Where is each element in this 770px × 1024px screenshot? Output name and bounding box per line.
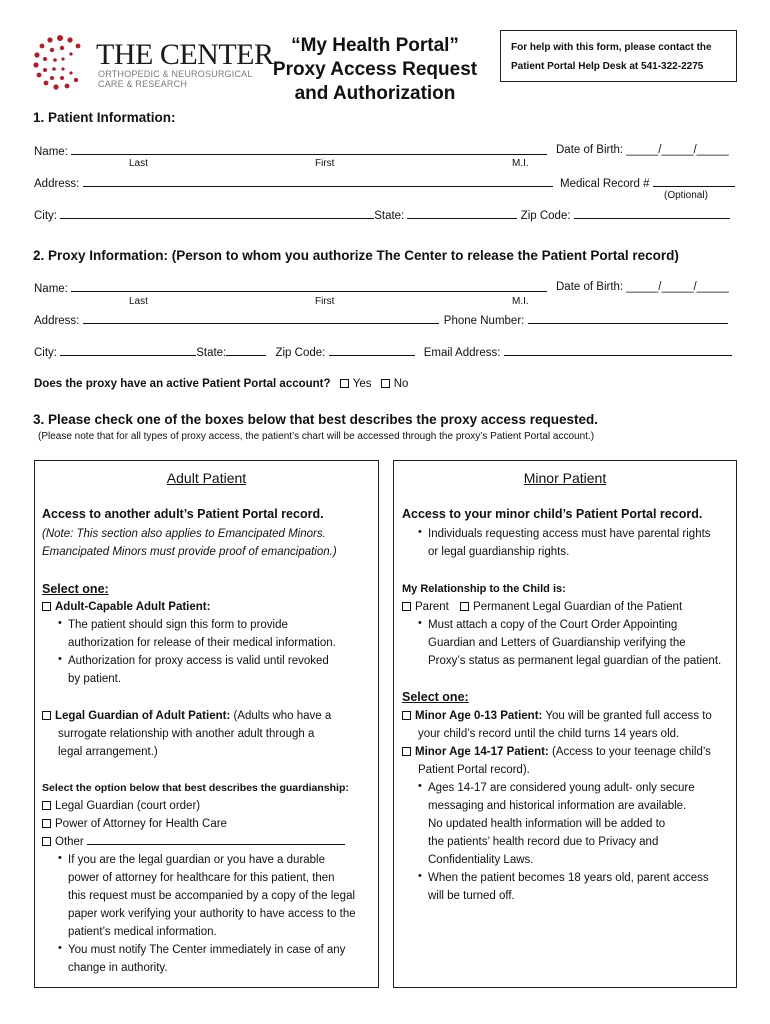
form-title — [270, 34, 480, 106]
adult-capable-bullet-2: Authorization for proxy access is valid until revoked — [68, 655, 329, 667]
bullet: • — [418, 870, 422, 882]
guardian-bullet-2: You must notify The Center immediately in case of any — [68, 944, 346, 956]
no-label: No — [393, 378, 409, 390]
adult-subhead: Access to another adult’s Patient Portal record. — [42, 507, 324, 521]
guardian-req-1: Must attach a copy of the Court Order Appointing — [428, 619, 678, 631]
patient-address-label: Address: — [34, 178, 80, 190]
bullet: • — [418, 526, 422, 538]
legal-guardian-checkbox[interactable] — [42, 801, 51, 810]
proxy-address-field[interactable] — [83, 313, 439, 324]
medical-record-label: Medical Record # — [560, 178, 650, 190]
proxy-city-label: City: — [34, 347, 57, 359]
patient-city-label: City: — [34, 210, 57, 222]
yes-label: Yes — [352, 378, 372, 390]
patient-zip-field[interactable] — [574, 208, 730, 219]
permanent-guardian-checkbox[interactable] — [460, 602, 469, 611]
adult-capable-bullet-1: The patient should sign this form to provide — [68, 619, 288, 631]
age-bullet-1b: messaging and historical information are available. — [428, 800, 687, 812]
guardianship-heading: Select the option below that best describes the guardianship: — [42, 782, 349, 794]
logo-subtitle: ORTHOPEDIC & NEUROSURGICAL — [98, 69, 253, 79]
proxy-state-label: State: — [196, 347, 227, 359]
proxy-phone-field[interactable] — [528, 313, 728, 324]
active-account-question: Does the proxy have an active Patient Portal account? — [34, 378, 331, 390]
minor-title: Minor Patient — [523, 470, 607, 486]
proxy-first-label: First — [315, 296, 335, 307]
legal-guardian-adult-desc-3: legal arrangement.) — [58, 746, 158, 758]
minor-0-13-desc: You will be granted full access to — [542, 710, 712, 722]
proxy-email-field[interactable] — [504, 345, 732, 356]
minor-subhead: Access to your minor child’s Patient Portal record. — [402, 507, 703, 521]
patient-dob-field[interactable]: Date of Birth: _____/_____/_____ — [556, 144, 729, 156]
section-3-note: (Please note that for all types of proxy access, the patient’s chart will be accessed through the proxy’s Patient Portal account.) — [38, 431, 595, 442]
adult-capable-bullet-1b: authorization for release of their medical information. — [68, 637, 336, 649]
logo-subtitle-2: CARE & RESEARCH — [98, 79, 188, 89]
adult-capable-checkbox[interactable] — [42, 602, 51, 611]
help-line-1: For help with this form, please contact the — [511, 42, 712, 53]
optional-label: (Optional) — [664, 190, 708, 201]
proxy-city-field[interactable] — [60, 345, 196, 356]
legal-guardian-adult-label: Legal Guardian of Adult Patient: — [55, 710, 231, 722]
proxy-state-field[interactable] — [226, 345, 266, 356]
mi-label: M.I. — [512, 158, 529, 169]
age-bullet-1e: Confidentiality Laws. — [428, 854, 534, 866]
age-bullet-1d: the patients’ health record due to Privacy and — [428, 836, 659, 848]
patient-state-field[interactable] — [407, 208, 517, 219]
adult-title: Adult Patient — [166, 470, 247, 486]
yes-checkbox[interactable] — [340, 379, 349, 388]
minor-bullet-1: Individuals requesting access must have parental rights — [428, 528, 711, 540]
age-bullet-2: When the patient becomes 18 years old, parent access — [428, 872, 709, 884]
legal-guardian-adult-desc: (Adults who have a — [230, 710, 332, 722]
proxy-dob-field[interactable]: Date of Birth: _____/_____/_____ — [556, 281, 729, 293]
logo-title: THE CENTER — [96, 38, 274, 71]
logo-dots-icon — [30, 32, 90, 92]
proxy-phone-label: Phone Number: — [443, 315, 525, 327]
patient-city-field[interactable] — [60, 208, 374, 219]
guardian-bullet-1e: patient’s medical information. — [68, 926, 217, 938]
no-checkbox[interactable] — [381, 379, 390, 388]
guardian-bullet-1b: power of attorney for healthcare for this patient, then — [68, 872, 335, 884]
adult-note-2: Emancipated Minors must provide proof of emancipation.) — [42, 546, 337, 558]
proxy-mi-label: M.I. — [512, 296, 529, 307]
patient-address-field[interactable] — [83, 176, 553, 187]
first-label: First — [315, 158, 335, 169]
guardian-req-2: Guardian and Letters of Guardianship verifying the — [428, 637, 686, 649]
proxy-name-label: Name: — [34, 283, 68, 295]
parent-label: Parent — [415, 601, 449, 613]
bullet: • — [58, 617, 62, 629]
guardian-req-3: Proxy’s status as permanent legal guardian of the patient. — [428, 655, 722, 667]
patient-state-label: State: — [374, 210, 405, 222]
bullet: • — [58, 653, 62, 665]
legal-guardian-label: Legal Guardian (court order) — [55, 800, 201, 812]
bullet: • — [58, 942, 62, 954]
proxy-zip-field[interactable] — [329, 345, 415, 356]
minor-14-17-desc-2: Patient Portal record). — [418, 764, 530, 776]
title-line-1: “My Health Portal” — [291, 35, 459, 56]
legal-guardian-adult-checkbox[interactable] — [42, 711, 51, 720]
guardian-bullet-1c: this request must be accompanied by a copy of the legal — [68, 890, 356, 902]
other-label: Other — [55, 836, 84, 848]
patient-name-field[interactable] — [71, 144, 547, 155]
minor-0-13-label: Minor Age 0-13 Patient: — [415, 710, 543, 722]
proxy-email-label: Email Address: — [423, 347, 501, 359]
adult-note-1: (Note: This section also applies to Emancipated Minors. — [42, 528, 326, 540]
adult-capable-label: Adult-Capable Adult Patient: — [55, 601, 211, 613]
minor-0-13-desc-2: your child’s record until the child turns 14 years old. — [418, 728, 680, 740]
title-line-3: and Authorization — [294, 83, 456, 104]
power-of-attorney-label: Power of Attorney for Health Care — [55, 818, 227, 830]
minor-select-one: Select one: — [402, 690, 469, 704]
age-bullet-1: Ages 14-17 are considered young adult- only secure — [428, 782, 695, 794]
age-bullet-2b: will be turned off. — [428, 890, 515, 902]
minor-0-13-checkbox[interactable] — [402, 711, 411, 720]
adult-capable-bullet-2b: by patient. — [68, 673, 122, 685]
minor-14-17-checkbox[interactable] — [402, 747, 411, 756]
parent-checkbox[interactable] — [402, 602, 411, 611]
age-bullet-1c: No updated health information will be added to — [428, 818, 666, 830]
other-field[interactable] — [87, 834, 345, 845]
proxy-last-label: Last — [129, 296, 148, 307]
title-line-2: Proxy Access Request — [272, 59, 478, 80]
power-of-attorney-checkbox[interactable] — [42, 819, 51, 828]
section-1-heading: 1. Patient Information: — [33, 110, 176, 125]
bullet: • — [418, 780, 422, 792]
guardian-bullet-1: If you are the legal guardian or you have a durable — [68, 854, 326, 866]
minor-14-17-label: Minor Age 14-17 Patient: — [415, 746, 549, 758]
legal-guardian-adult-desc-2: surrogate relationship with another adult through a — [58, 728, 315, 740]
section-2-heading: 2. Proxy Information: (Person to whom you authorize The Center to release the Patient Portal record) — [33, 248, 679, 263]
permanent-guardian-label: Permanent Legal Guardian of the Patient — [473, 601, 683, 613]
relationship-heading: My Relationship to the Child is: — [402, 583, 566, 595]
guardian-bullet-2b: change in authority. — [68, 962, 168, 974]
other-checkbox[interactable] — [42, 837, 51, 846]
proxy-zip-label: Zip Code: — [275, 347, 326, 359]
help-line-2: Patient Portal Help Desk at 541-322-2275 — [511, 61, 704, 72]
help-box — [500, 30, 737, 82]
guardian-bullet-1d: paper work verifying your authority to have access to the — [68, 908, 356, 920]
bullet: • — [418, 617, 422, 629]
minor-14-17-desc: (Access to your teenage child’s — [548, 746, 711, 758]
last-label: Last — [129, 158, 148, 169]
patient-name-label: Name: — [34, 146, 68, 158]
minor-bullet-1b: or legal guardianship rights. — [428, 546, 570, 558]
section-3-heading: 3. Please check one of the boxes below that best describes the proxy access requested. — [33, 412, 598, 427]
medical-record-field[interactable] — [653, 176, 735, 187]
patient-zip-label: Zip Code: — [520, 210, 571, 222]
proxy-address-label: Address: — [34, 315, 80, 327]
bullet: • — [58, 852, 62, 864]
adult-select-one: Select one: — [42, 582, 109, 596]
proxy-name-field[interactable] — [71, 281, 547, 292]
